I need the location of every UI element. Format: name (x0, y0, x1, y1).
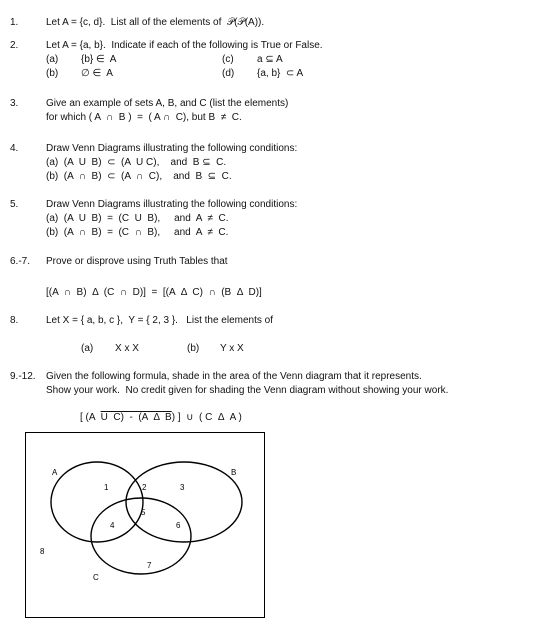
venn-region-2: 2 (142, 483, 147, 492)
problem-9-12-line-2: Show your work. No credit given for shading the Venn diagram without showing your work. (46, 385, 449, 396)
problem-9-12-formula (80, 412, 242, 424)
venn-region-4: 4 (110, 521, 115, 530)
problem-5-number: 5. (10, 199, 19, 210)
problem-6-7-line-2: [(A ∩ B) Δ (C ∩ D)] = [(A Δ C) ∩ (B Δ D)] (46, 287, 262, 298)
problem-8b-expr: Y x X (220, 343, 244, 354)
problem-8a-expr: X x X (115, 343, 139, 354)
problem-8a-label: (a) (81, 343, 94, 354)
formula-part-1: [ (A (80, 412, 101, 423)
venn-region-8: 8 (40, 547, 45, 556)
problem-4-line-3: (b) (A ∩ B) ⊂ (A ∩ C), and B ⊆ C. (46, 171, 232, 182)
venn-label-a: A (52, 468, 58, 477)
venn-circle-a (51, 462, 143, 542)
problem-2d-label: (d) (222, 68, 235, 79)
problem-9-12-number: 9.-12. (10, 371, 36, 382)
venn-region-7: 7 (147, 561, 152, 570)
problem-2-number: 2. (10, 40, 19, 51)
problem-4-line-2: (a) (A U B) ⊂ (A U C), and B ⊆ C. (46, 157, 227, 168)
venn-diagram (25, 432, 265, 618)
problem-5-line-3: (b) (A ∩ B) = (C ∩ B), and A ≠ C. (46, 227, 229, 238)
venn-region-3: 3 (180, 483, 185, 492)
formula-overlined-part: U C) - (A Δ B (100, 412, 172, 423)
problem-8-line-1: Let X = { a, b, c }, Y = { 2, 3 }. List the elements of (46, 315, 274, 326)
problem-4-line-1: Draw Venn Diagrams illustrating the following conditions: (46, 143, 298, 154)
problem-8-number: 8. (10, 315, 19, 326)
problem-5-line-2: (a) (A U B) = (C U B), and A ≠ C. (46, 213, 229, 224)
problem-2a-expr: {b} ∈ A (81, 54, 117, 65)
problem-2d-expr: {a, b} ⊂ A (257, 68, 304, 79)
problem-3-line-1: Give an example of sets A, B, and C (list the elements) (46, 98, 289, 109)
problem-6-7-line-1: Prove or disprove using Truth Tables that (46, 256, 228, 267)
formula-part-3: ) ] ∪ ( C Δ A ) (171, 412, 242, 423)
problem-2c-expr: a ⊆ A (257, 54, 283, 65)
venn-label-b: B (231, 468, 237, 477)
problem-1-number: 1. (10, 17, 19, 28)
venn-region-1: 1 (104, 483, 109, 492)
problem-3-line-2: for which ( A ∩ B ) = ( A ∩ C), but B ≠ C. (46, 112, 242, 123)
venn-region-5: 5 (141, 508, 146, 517)
problem-1-text: Let A = {c, d}. List all of the elements of 𝒫(𝒫(A)). (46, 17, 265, 28)
problem-6-7-number: 6.-7. (10, 256, 31, 267)
problem-8b-label: (b) (187, 343, 200, 354)
problem-5-line-1: Draw Venn Diagrams illustrating the following conditions: (46, 199, 298, 210)
problem-2a-label: (a) (46, 54, 59, 65)
problem-2c-label: (c) (222, 54, 234, 65)
venn-label-c: C (93, 573, 99, 582)
problem-2-text: Let A = {a, b}. Indicate if each of the following is True or False. (46, 40, 323, 51)
problem-2b-label: (b) (46, 68, 59, 79)
problem-9-12-line-1: Given the following formula, shade in the area of the Venn diagram that it represents. (46, 371, 422, 382)
problem-3-number: 3. (10, 98, 19, 109)
problem-4-number: 4. (10, 143, 19, 154)
venn-region-6: 6 (176, 521, 181, 530)
venn-universe-box (26, 433, 265, 618)
problem-2b-expr: ∅ ∈ A (81, 68, 113, 79)
